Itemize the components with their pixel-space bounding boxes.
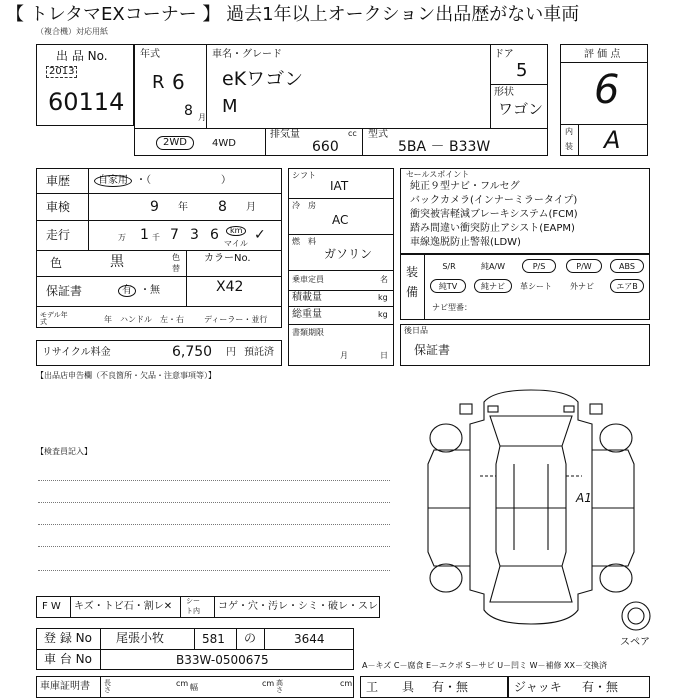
year-value: 6: [172, 70, 185, 94]
doc-month: 月: [340, 351, 348, 360]
interior-value: A: [604, 126, 621, 154]
color-no-label: カラーNo.: [204, 253, 251, 264]
registration-kana: の: [244, 631, 257, 645]
insp-month: 8: [218, 199, 227, 215]
car-grade: M: [222, 96, 238, 117]
fuel-value: ガソリン: [324, 247, 373, 261]
era: R: [152, 72, 165, 93]
garage-cm-1: cm: [176, 679, 189, 688]
capacity-label: 乗車定員: [292, 275, 324, 284]
lot-number: 60114: [48, 88, 125, 116]
warranty-yes: 有: [118, 285, 136, 297]
car-name: eKワゴン: [222, 68, 304, 90]
mileage-check-mark: ✓: [254, 227, 266, 243]
handle-text: ハンドル 左・右: [120, 315, 184, 324]
month-value: 8: [184, 103, 193, 119]
jack-label: ジャッキ: [514, 680, 562, 694]
selling-point-5: 車線逸脱防止警報(LDW): [410, 237, 521, 248]
mileage-label: 走行: [46, 228, 71, 242]
mileage-d2: 7: [170, 227, 179, 243]
after-value: 保証書: [414, 343, 451, 357]
equip-alloy: 純A/W: [480, 262, 506, 271]
fw-text: キズ・トビ石・割レ✕: [74, 601, 173, 612]
selling-point-4: 踏み間違い衝突防止アシスト(EAPM): [410, 223, 575, 234]
seat-label-2: ト内: [186, 607, 200, 615]
selling-point-1: 純正９型ナビ・フルセグ: [410, 181, 520, 192]
spare-label: スペア: [620, 637, 650, 648]
doc-day: 日: [380, 351, 388, 360]
lot-year-tag: 2013: [46, 66, 77, 78]
history-rest: ・（ ）: [136, 175, 231, 186]
model-value: 5BA － B33W: [398, 139, 491, 155]
color-no-value: X42: [216, 279, 244, 295]
equip-airbag: エアB: [610, 279, 644, 293]
ac-label: 冷 房: [292, 201, 316, 210]
selling-point-2: バックカメラ(インナーミラータイプ): [410, 195, 578, 206]
mileage-d1: 1: [140, 227, 149, 243]
garage-label: 車庫証明書: [40, 681, 90, 692]
equip-tv: 純TV: [430, 279, 466, 293]
seller-notes-label: 【出品店申告欄（不良箇所・欠品・注意事項等）】: [36, 371, 216, 380]
displacement-label: 排気量: [270, 129, 300, 140]
drive-2wd: 2WD: [156, 136, 194, 150]
fw-label: F W: [42, 601, 61, 612]
recycle-value: 6,750: [172, 344, 213, 360]
capacity-unit: 名: [380, 275, 388, 284]
warranty-label: 保証書: [46, 284, 83, 298]
color-change-1: 色: [172, 253, 180, 262]
load-unit: kg: [378, 293, 388, 302]
warranty-no: ・無: [140, 285, 160, 296]
tools-value: 有・無: [432, 680, 469, 694]
color-change-2: 替: [172, 264, 180, 273]
gross-unit: kg: [378, 310, 388, 319]
color-label: 色: [50, 256, 63, 270]
year-unit: 年: [178, 202, 188, 213]
load-label: 積載量: [292, 292, 322, 303]
history-label: 車歴: [46, 174, 71, 188]
color-value: 黒: [110, 254, 124, 270]
equip-sr: S/R: [442, 262, 456, 271]
equipment-label-1: 装: [406, 265, 419, 279]
inspection-label: 車検: [46, 200, 71, 214]
jack-value: 有・無: [582, 680, 619, 694]
seat-label-1: シー: [186, 597, 200, 605]
equip-ps: P/S: [522, 259, 556, 273]
month-unit: 月: [198, 113, 206, 122]
score-label: 評 価 点: [584, 49, 621, 60]
doc-label: 書類期限: [292, 328, 324, 337]
recycle-label: リサイクル料金: [42, 347, 111, 358]
shift-label: シフト: [292, 171, 316, 180]
model-year-char: 年: [104, 315, 112, 324]
header-subtitle: （複合機）対応用紙: [36, 27, 108, 36]
damage-mark-a1: A1: [576, 491, 592, 505]
selling-point-3: 衝突被害軽減ブレーキシステム(FCM): [410, 209, 578, 220]
lot-label: 出 品 No.: [56, 49, 108, 63]
dealer-text: ディーラー・並行: [204, 315, 268, 324]
equip-pw: P/W: [566, 259, 602, 273]
door-label: ドア: [494, 49, 514, 60]
drive-4wd: 4WD: [212, 138, 236, 149]
interior-label-1: 内: [565, 127, 573, 136]
history-box: [36, 168, 282, 328]
shape-value: ワゴン: [498, 100, 544, 118]
equipment-label-2: 備: [406, 285, 419, 299]
shape-label: 形状: [494, 87, 514, 98]
garage-cm-3: cm: [340, 679, 353, 688]
after-label: 後日品: [404, 326, 428, 335]
insp-month-unit: 月: [246, 202, 256, 213]
inspector-notes-label: 【検査員記入】: [36, 447, 92, 456]
mileage-km: km: [226, 226, 246, 236]
recycle-note: 預託済: [244, 347, 274, 358]
chassis-value: B33W-0500675: [176, 653, 269, 667]
insp-year: 9: [150, 199, 159, 215]
registration-area: 尾張小牧: [116, 631, 165, 645]
mileage-man: 万: [118, 233, 126, 242]
garage-width: 幅: [190, 683, 198, 692]
name-label: 車名・グレード: [212, 49, 282, 60]
mileage-sen: 千: [152, 233, 160, 242]
registration-number: 3644: [294, 632, 325, 646]
recycle-unit: 円: [226, 347, 236, 358]
history-value: 自家用: [94, 175, 132, 187]
garage-cm-2: cm: [262, 679, 275, 688]
mileage-d3: 3: [190, 227, 199, 243]
mileage-d4: 6: [210, 227, 219, 243]
seat-text: コゲ・穴・汚レ・シミ・破レ・スレ: [218, 601, 378, 612]
garage-length: 長さ: [104, 679, 111, 694]
mileage-mile: マイル: [224, 239, 248, 248]
garage-height: 高さ: [276, 679, 283, 694]
displacement-value: 660: [312, 139, 339, 155]
model-year-label: モデル年式: [40, 311, 68, 326]
cc-unit: cc: [348, 129, 357, 138]
selling-points-label: セールスポイント: [406, 170, 470, 179]
model-label: 型式: [368, 129, 388, 140]
damage-legend: A－キズ C－腐食 E－エクボ S－サビ U－凹ミ W－補修 XX－交換済: [362, 661, 608, 670]
equip-navi: 純ナビ: [474, 279, 512, 293]
fuel-label: 燃 料: [292, 237, 316, 246]
interior-label-2: 装: [565, 142, 573, 151]
tools-label: 工 具: [366, 680, 415, 694]
navi-model-label: ナビ型番：: [432, 303, 472, 312]
score-value: 6: [594, 67, 620, 113]
header-title: 【 トレタマEXコーナー 】 過去1年以上オークション出品歴がない車両: [6, 4, 580, 25]
damage-diagram: [396, 380, 666, 650]
registration-class: 581: [202, 632, 225, 646]
equip-ext-navi: 外ナビ: [570, 282, 594, 291]
chassis-label: 車 台 No: [44, 652, 92, 666]
door-value: 5: [516, 60, 528, 81]
registration-label: 登 録 No: [44, 631, 92, 645]
shift-value: IAT: [330, 179, 349, 193]
year-label: 年式: [140, 49, 160, 60]
equip-leather: 革シート: [520, 282, 552, 291]
equip-abs: ABS: [610, 259, 644, 273]
gross-label: 総重量: [292, 309, 322, 320]
ac-value: AC: [332, 213, 349, 227]
